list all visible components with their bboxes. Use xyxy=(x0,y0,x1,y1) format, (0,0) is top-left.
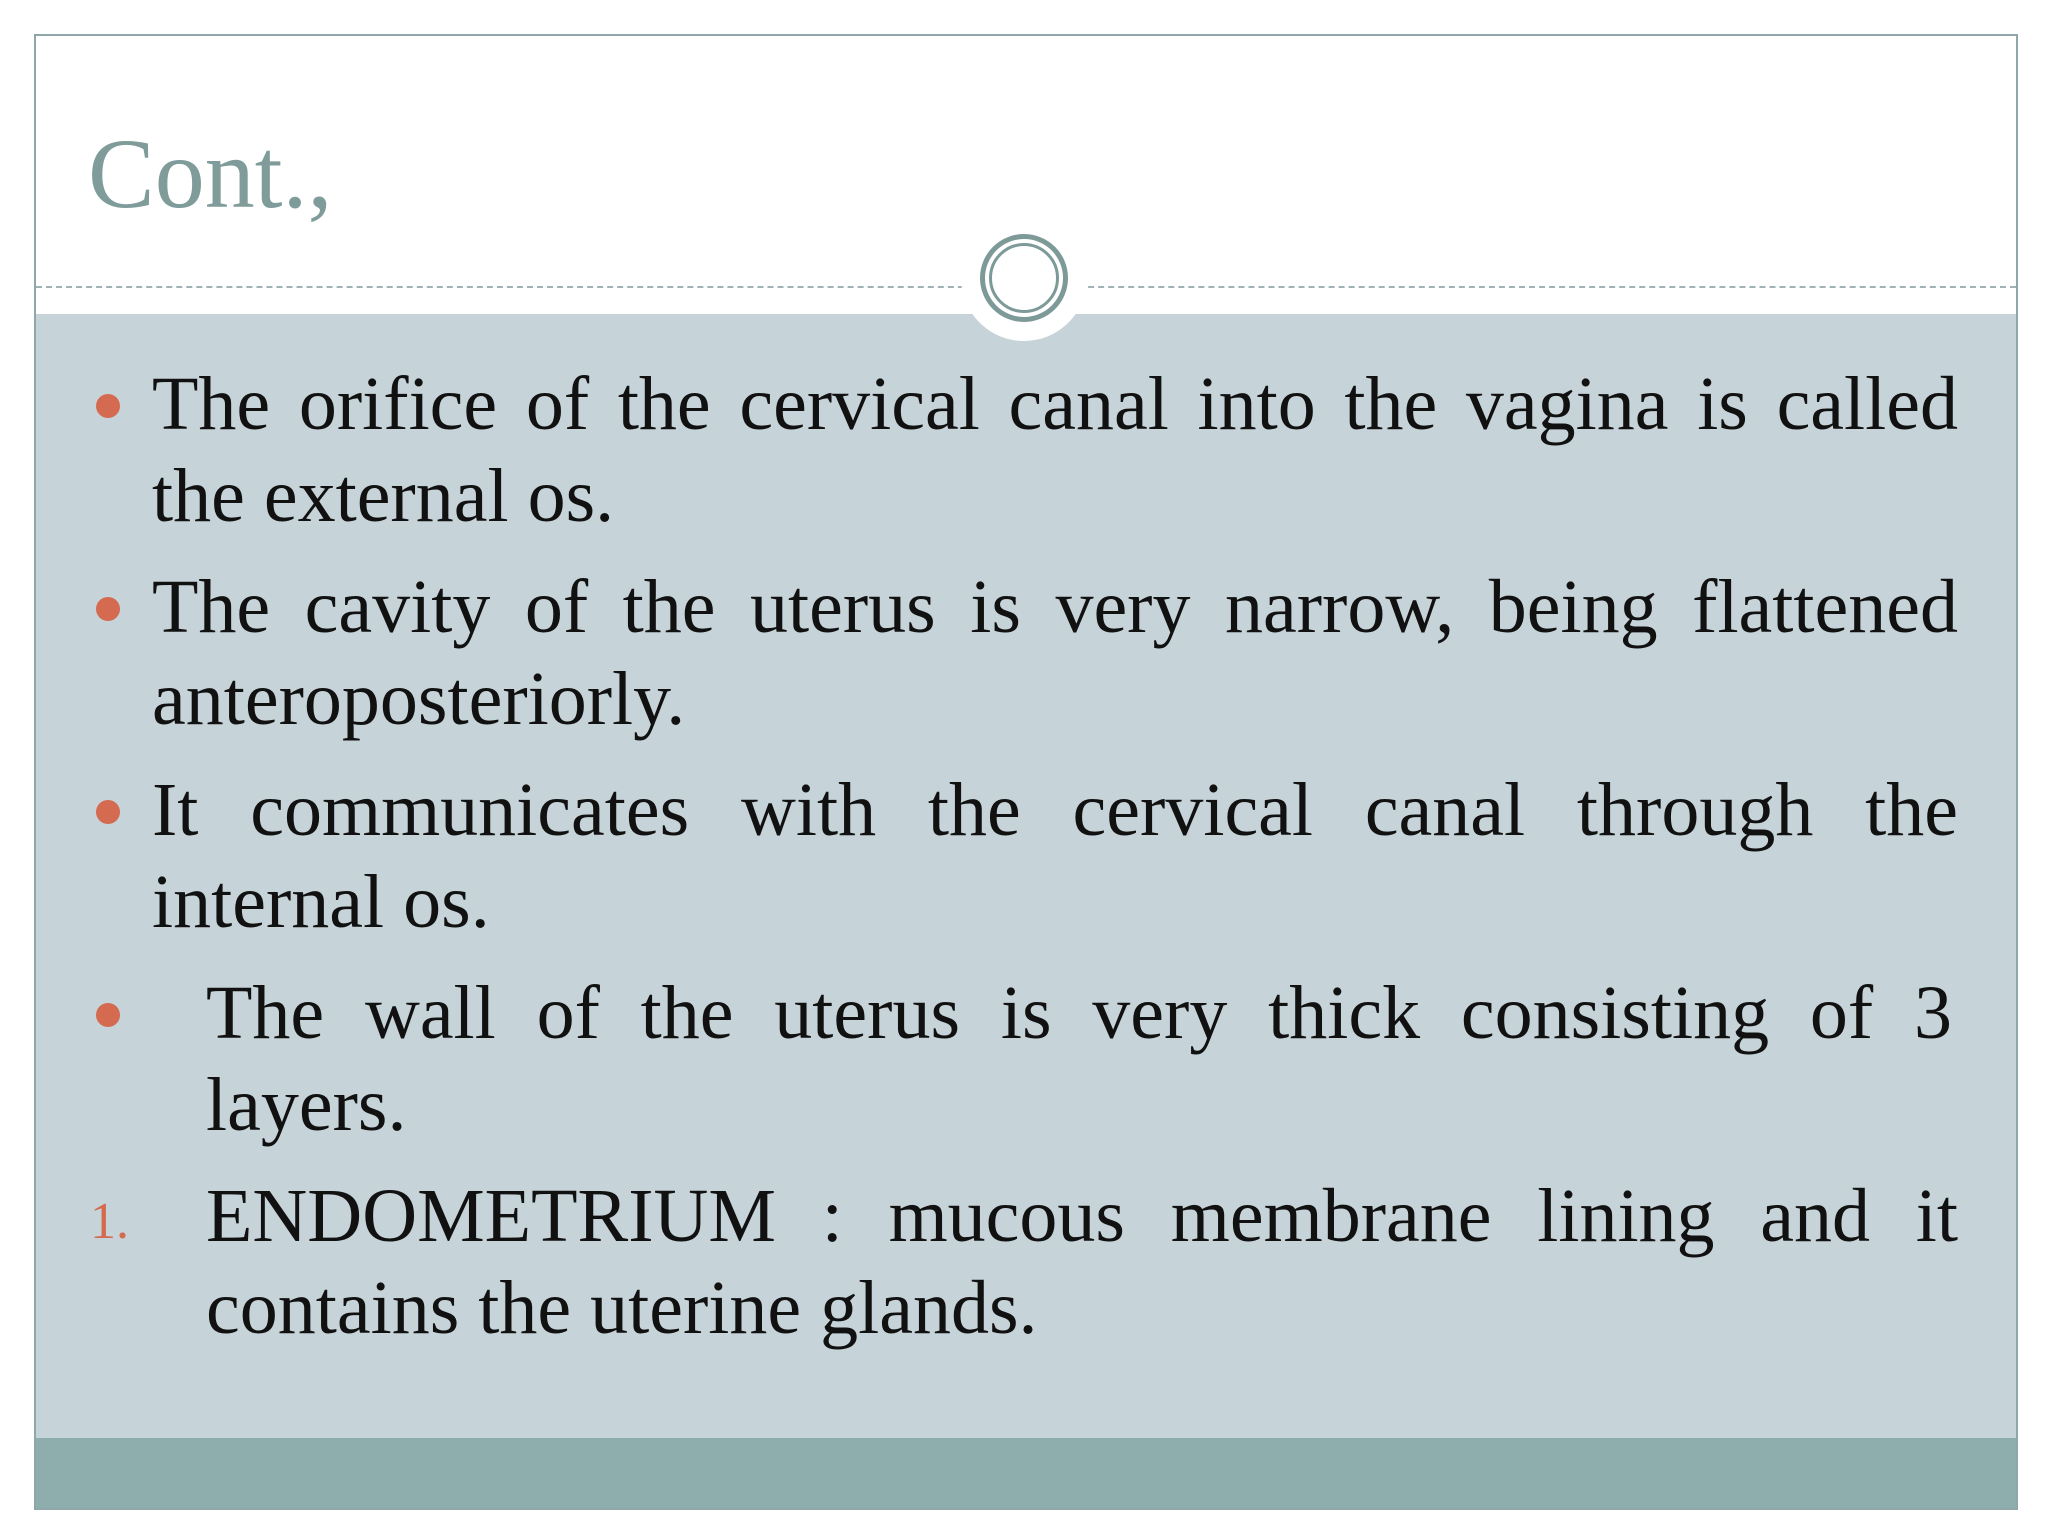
slide xyxy=(34,34,2018,1510)
list-item-text: It communicates with the cervical canal through the internal os. xyxy=(152,768,1958,944)
bullet-icon xyxy=(96,1003,120,1027)
list-item xyxy=(36,764,2016,948)
list-item-text: The orifice of the cervical canal into the vagina is called the external os. xyxy=(152,362,1958,538)
bullet-icon xyxy=(96,800,120,824)
slide-title: Cont., xyxy=(88,118,333,229)
numbered-list-item xyxy=(36,1170,2016,1354)
list-item-text: ENDOMETRIUM : mucous membrane lining and it contains the uterine glands. xyxy=(206,1174,1958,1350)
list-item xyxy=(36,358,2016,542)
bullet-list xyxy=(36,358,2016,1373)
list-item-text: The cavity of the uterus is very narrow, being flattened anteroposteriorly. xyxy=(152,565,1958,741)
list-item xyxy=(36,561,2016,745)
list-number: 1. xyxy=(90,1193,129,1250)
footer-band xyxy=(36,1438,2016,1510)
bullet-icon xyxy=(96,394,120,418)
list-item-text: The wall of the uterus is very thick consisting of 3 layers. xyxy=(206,971,1952,1147)
bullet-icon xyxy=(96,597,120,621)
ring-ornament-inner-icon xyxy=(989,243,1059,313)
list-item xyxy=(36,967,2016,1151)
